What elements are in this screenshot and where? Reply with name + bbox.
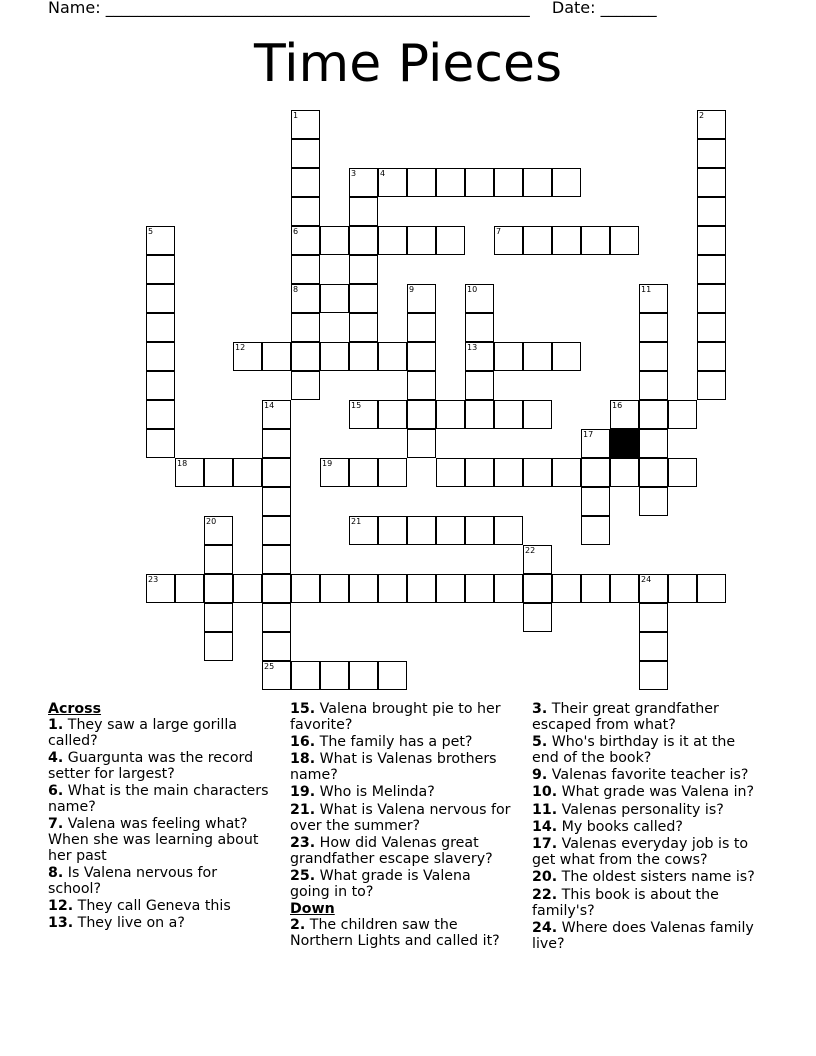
grid-cell[interactable] [233,458,262,487]
grid-cell[interactable] [697,313,726,342]
grid-cell[interactable] [320,574,349,603]
grid-cell[interactable] [291,313,320,342]
clue-number: 18. [290,751,316,768]
clue-number: 11. [532,801,558,818]
grid-cell[interactable] [204,632,233,661]
grid-cell[interactable] [436,458,465,487]
grid-cell[interactable] [204,458,233,487]
date-field[interactable]: _______ [600,0,657,17]
clue-number: 22 [525,546,536,555]
grid-cell[interactable] [697,371,726,400]
grid-cell[interactable] [262,516,291,545]
grid-cell[interactable] [349,342,378,371]
clue-text: The children saw the Northern Lights and called it? [290,916,500,949]
across-clue [290,752,512,784]
grid-cell[interactable] [349,516,378,545]
clue-number: 8 [293,285,299,294]
clue-text: They live on a? [73,915,185,932]
grid-cell[interactable] [262,487,291,516]
across-clue [290,785,512,801]
across-clue [48,866,270,898]
grid-cell[interactable] [407,284,436,313]
grid-cell[interactable] [494,574,523,603]
grid-cell[interactable] [465,342,494,371]
down-clue [290,918,512,950]
grid-cell[interactable] [349,400,378,429]
grid-cell[interactable] [697,255,726,284]
grid-cell[interactable] [349,661,378,690]
clue-text: This book is about the family's? [532,886,719,919]
page-title: Time Pieces [253,34,563,94]
grid-cell[interactable] [320,661,349,690]
across-clue [290,803,512,835]
grid-cell[interactable] [494,516,523,545]
grid-cell[interactable] [610,458,639,487]
grid-cell[interactable] [378,574,407,603]
down-clue [532,888,764,920]
clue-text: Valena brought pie to her favorite? [290,701,501,733]
clue-text: The family has a pet? [315,734,473,751]
clue-number: 12 [235,343,246,352]
date-label: Date: [551,0,596,17]
grid-cell[interactable] [378,342,407,371]
clue-text: What grade is Valena going in to? [290,867,471,900]
clue-number: 20. [532,869,558,886]
across-clue [48,916,270,932]
grid-cell[interactable] [349,255,378,284]
grid-cell[interactable] [436,226,465,255]
grid-cell[interactable] [146,574,175,603]
clue-text: What is Valena nervous for over the summer? [290,801,511,834]
grid-cell[interactable] [291,110,320,139]
grid-cell[interactable] [465,574,494,603]
name-label: Name: [48,0,101,17]
clue-number: 11 [641,285,652,294]
grid-cell[interactable] [581,226,610,255]
grid-cell[interactable] [610,574,639,603]
down-clue [532,837,764,869]
across-clue [48,718,270,750]
grid-cell[interactable] [639,487,668,516]
grid-cell[interactable] [407,226,436,255]
grid-cell[interactable] [146,342,175,371]
grid-cell[interactable] [291,139,320,168]
clue-text: Valenas personality is? [557,801,724,818]
grid-cell[interactable] [349,168,378,197]
grid-cell[interactable] [407,313,436,342]
grid-cell[interactable] [262,458,291,487]
across-clue [48,751,270,783]
grid-cell[interactable] [349,226,378,255]
clue-number: 7 [496,227,502,236]
grid-cell[interactable] [349,574,378,603]
grid-cell[interactable] [581,429,610,458]
grid-cell[interactable] [320,226,349,255]
grid-cell[interactable] [494,400,523,429]
grid-cell[interactable] [697,197,726,226]
clue-number: 18 [177,459,188,468]
grid-cell[interactable] [378,458,407,487]
grid-cell[interactable] [407,429,436,458]
across-clue [290,836,512,868]
across-clue [48,784,270,816]
grid-cell[interactable] [697,574,726,603]
grid-cell[interactable] [407,574,436,603]
across-clue [290,702,512,734]
grid-cell[interactable] [436,400,465,429]
grid-cell[interactable] [581,516,610,545]
clue-number: 24. [532,919,558,936]
grid-cell[interactable] [175,574,204,603]
grid-cell[interactable] [639,284,668,313]
grid-cell[interactable] [436,516,465,545]
grid-cell[interactable] [668,400,697,429]
grid-cell[interactable] [494,342,523,371]
clue-number: 3. [532,701,548,717]
clue-number: 6. [48,782,64,799]
grid-cell[interactable] [378,661,407,690]
clue-number: 14 [264,401,275,410]
grid-cell[interactable] [291,168,320,197]
grid-cell[interactable] [610,226,639,255]
grid-cell[interactable] [204,516,233,545]
clue-number: 1. [48,716,64,733]
clues-column-1 [48,702,270,934]
grid-cell[interactable] [639,400,668,429]
grid-cell[interactable] [494,458,523,487]
clue-text: Who's birthday is it at the end of the book? [532,734,736,766]
grid-cell[interactable] [262,545,291,574]
across-clue [48,817,270,864]
clue-text: Their great grandfather escaped from what? [532,701,719,733]
clue-number: 17 [583,430,594,439]
grid-cell[interactable] [697,284,726,313]
down-clue [532,702,764,734]
grid-cell[interactable] [291,371,320,400]
clue-number: 14. [532,819,558,836]
clue-text: How did Valenas great grandfather escape slavery? [290,834,493,867]
grid-cell[interactable] [697,342,726,371]
clue-text: Is Valena nervous for school? [48,864,218,897]
grid-cell[interactable] [523,342,552,371]
grid-cell[interactable] [552,458,581,487]
grid-cell[interactable] [552,226,581,255]
grid-cell[interactable] [291,574,320,603]
grid-cell[interactable] [291,342,320,371]
grid-cell[interactable] [668,574,697,603]
grid-cell[interactable] [639,371,668,400]
name-field[interactable]: _____________________________________________________ [105,0,530,17]
clue-number: 23 [148,575,159,584]
grid-cell[interactable] [552,342,581,371]
grid-cell[interactable] [262,429,291,458]
grid-cell[interactable] [204,545,233,574]
clue-text: Valenas everyday job is to get what from the cows? [532,836,749,869]
grid-cell[interactable] [378,168,407,197]
across-clue [290,735,512,751]
grid-cell[interactable] [146,255,175,284]
clue-number: 13 [467,343,478,352]
clue-number: 4. [48,749,64,766]
clue-text: The oldest sisters name is? [557,869,755,886]
grid-cell[interactable] [465,458,494,487]
grid-cell[interactable] [262,342,291,371]
grid-cell[interactable] [639,574,668,603]
clue-number: 20 [206,517,217,526]
grid-cell[interactable] [378,400,407,429]
grid-cell[interactable] [697,139,726,168]
grid-cell[interactable] [610,400,639,429]
grid-cell[interactable] [523,545,552,574]
clue-number: 21. [290,801,316,818]
clue-number: 10. [532,784,558,801]
clue-number: 7. [48,816,64,833]
down-clue [532,820,764,836]
grid-cell[interactable] [581,574,610,603]
clue-number: 16. [290,734,316,751]
grid-cell[interactable] [465,168,494,197]
grid-cell[interactable] [436,574,465,603]
grid-cell[interactable] [523,168,552,197]
grid-cell[interactable] [146,371,175,400]
clues-section [0,702,816,1002]
grid-cell[interactable] [523,603,552,632]
clues-column-3 [532,702,764,954]
clue-number: 15. [290,701,316,717]
clue-number: 22. [532,886,558,903]
grid-cell[interactable] [639,429,668,458]
clue-text: They call Geneva this [73,898,231,915]
grid-cell[interactable] [465,313,494,342]
down-heading: Down [290,901,335,918]
grid-cell[interactable] [262,603,291,632]
clue-number: 9 [409,285,415,294]
grid-cell[interactable] [146,429,175,458]
clue-number: 10 [467,285,478,294]
grid-cell[interactable] [697,168,726,197]
grid-cell[interactable] [291,226,320,255]
grid-cell[interactable] [465,284,494,313]
grid-cell[interactable] [233,342,262,371]
grid-cell[interactable] [262,632,291,661]
grid-cell[interactable] [407,516,436,545]
clue-number: 6 [293,227,299,236]
grid-cell[interactable] [639,313,668,342]
clue-number: 16 [612,401,623,410]
grid-cell[interactable] [291,661,320,690]
grid-cell[interactable] [262,400,291,429]
clue-number: 5. [532,734,548,751]
grid-cell[interactable] [407,400,436,429]
grid-cell[interactable] [407,342,436,371]
clue-number: 21 [351,517,362,526]
grid-cell[interactable] [523,226,552,255]
clue-number: 23. [290,834,316,851]
clue-number: 2 [699,111,705,120]
clue-number: 19 [322,459,333,468]
grid-cell[interactable] [146,313,175,342]
grid-cell[interactable] [146,226,175,255]
down-clue [532,735,764,767]
clue-number: 9. [532,767,548,784]
grid-cell[interactable] [320,284,349,313]
grid-cell[interactable] [204,574,233,603]
clue-number: 8. [48,864,64,881]
grid-cell[interactable] [146,400,175,429]
grid-cell[interactable] [291,284,320,313]
grid-cell[interactable] [639,342,668,371]
clue-text: What is the main characters name? [48,782,269,815]
grid-cell[interactable] [291,255,320,284]
grid-cell[interactable] [523,400,552,429]
grid-cell[interactable] [639,458,668,487]
grid-block [610,429,639,458]
clue-number: 15 [351,401,362,410]
clue-number: 24 [641,575,652,584]
across-clue [48,899,270,915]
grid-cell[interactable] [233,574,262,603]
clue-text: Where does Valenas family live? [532,919,754,952]
grid-cell[interactable] [523,574,552,603]
clue-number: 5 [148,227,154,236]
clue-number: 25. [290,867,316,884]
grid-cell[interactable] [349,313,378,342]
clue-number: 12. [48,898,74,915]
clue-text: Who is Melinda? [315,784,435,801]
clues-column-2 [290,702,512,951]
clue-number: 13. [48,915,74,932]
down-clue [532,785,764,801]
grid-cell[interactable] [581,487,610,516]
grid-cell[interactable] [494,168,523,197]
clue-text: Valena was feeling what? When she was learning about her past [48,816,259,864]
clue-number: 19. [290,784,316,801]
grid-cell[interactable] [407,168,436,197]
grid-cell[interactable] [639,661,668,690]
down-clue [532,921,764,953]
grid-cell[interactable] [407,371,436,400]
clue-text: Guargunta was the record setter for largest? [48,749,254,782]
clue-number: 2. [290,916,306,933]
grid-cell[interactable] [639,632,668,661]
clue-number: 4 [380,169,386,178]
grid-cell[interactable] [697,226,726,255]
grid-cell[interactable] [436,168,465,197]
grid-cell[interactable] [697,110,726,139]
grid-cell[interactable] [668,458,697,487]
down-clue [532,870,764,886]
grid-cell[interactable] [378,516,407,545]
grid-cell[interactable] [494,226,523,255]
grid-cell[interactable] [552,574,581,603]
grid-cell[interactable] [581,458,610,487]
grid-cell[interactable] [320,458,349,487]
grid-cell[interactable] [465,516,494,545]
grid-cell[interactable] [291,197,320,226]
across-heading: Across [48,701,102,717]
grid-cell[interactable] [204,603,233,632]
clue-number: 25 [264,662,275,671]
clue-text: Valenas favorite teacher is? [547,767,749,784]
grid-cell[interactable] [146,284,175,313]
grid-cell[interactable] [639,603,668,632]
clue-text: They saw a large gorilla called? [48,716,237,749]
grid-cell[interactable] [465,400,494,429]
clue-text: My books called? [557,819,683,836]
grid-cell[interactable] [523,458,552,487]
clue-text: What is Valenas brothers name? [290,751,497,784]
grid-cell[interactable] [349,284,378,313]
clue-number: 17. [532,836,558,853]
grid-cell[interactable] [552,168,581,197]
clue-text: What grade was Valena in? [557,784,755,801]
down-clue [532,803,764,819]
grid-cell[interactable] [349,458,378,487]
down-clue [532,768,764,784]
clue-number: 1 [293,111,299,120]
grid-cell[interactable] [465,371,494,400]
grid-cell[interactable] [320,342,349,371]
across-clue [290,869,512,901]
grid-cell[interactable] [349,197,378,226]
grid-cell[interactable] [262,574,291,603]
grid-cell[interactable] [378,226,407,255]
grid-cell[interactable] [175,458,204,487]
grid-cell[interactable] [262,661,291,690]
clue-number: 3 [351,169,357,178]
